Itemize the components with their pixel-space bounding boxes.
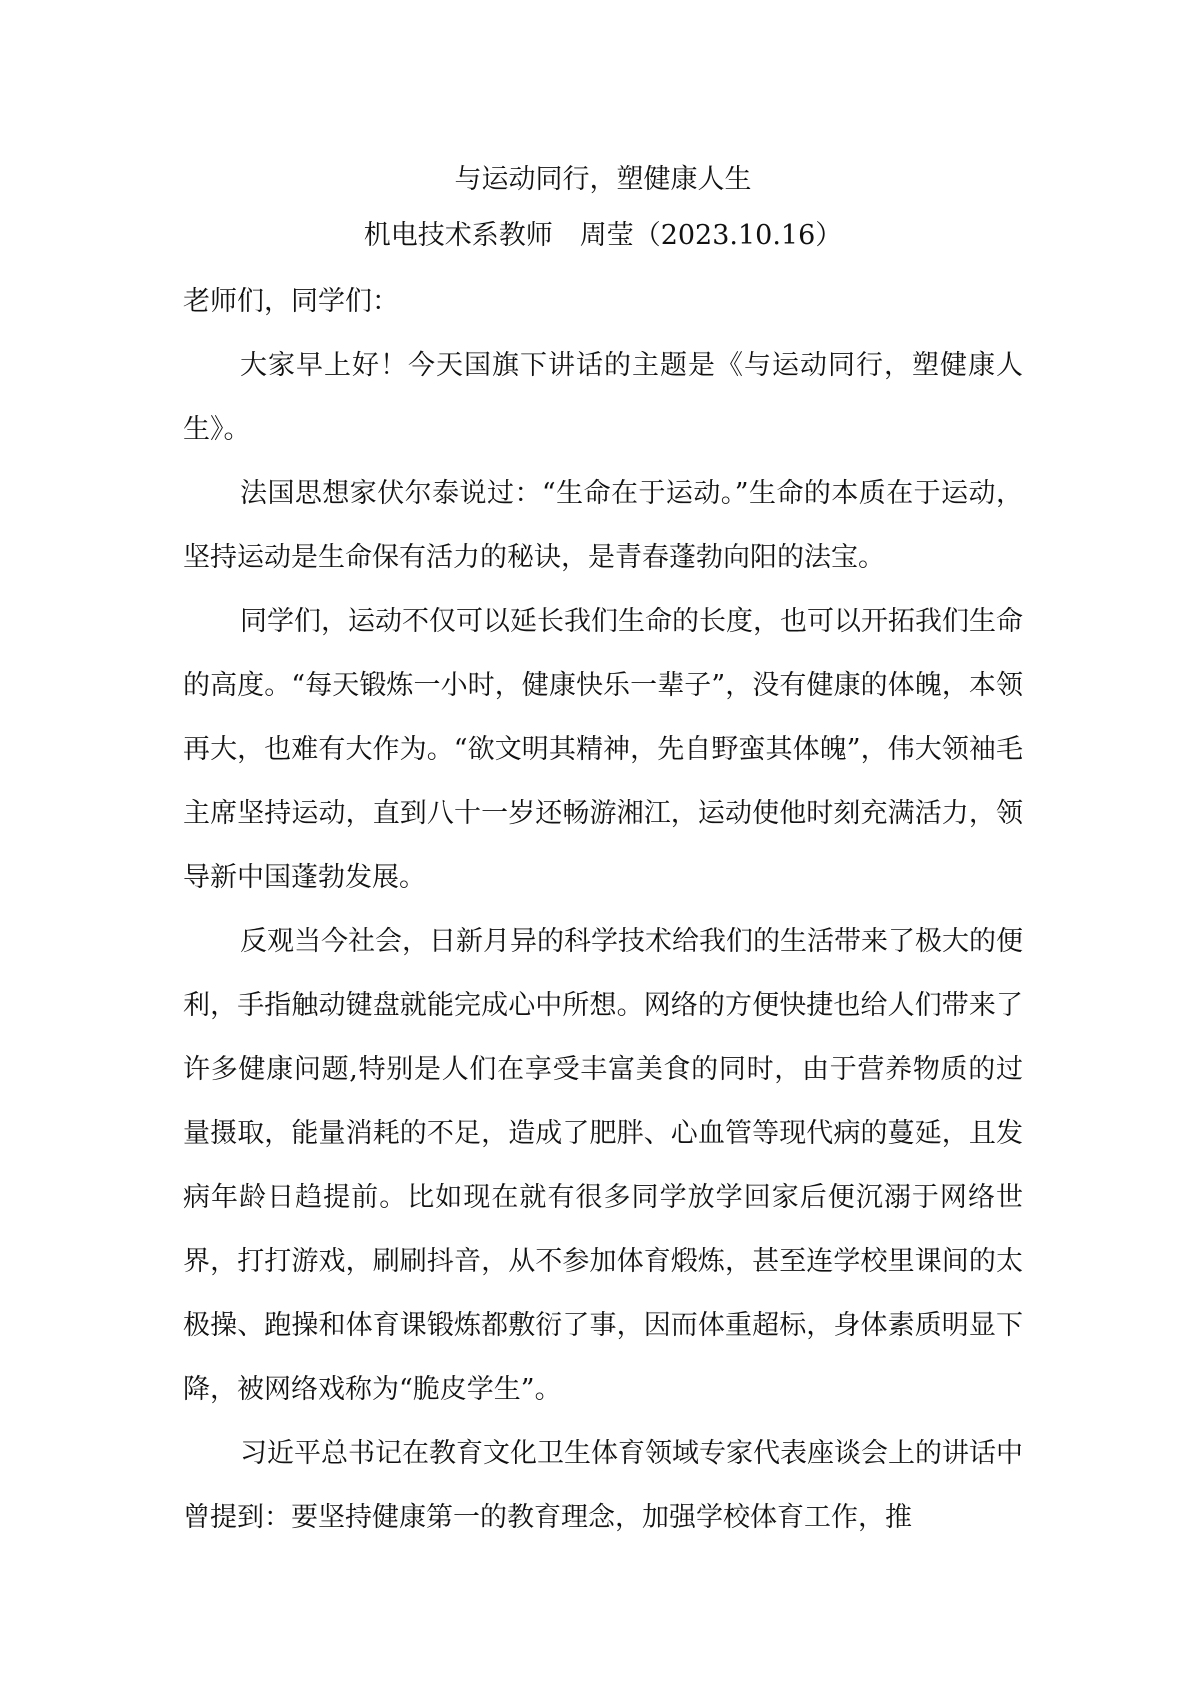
paragraph-xi-speech: 习近平总书记在教育文化卫生体育领域专家代表座谈会上的讲话中曾提到：要坚持健康第一的教育理念，加强学校体育工作，推 bbox=[183, 1438, 1023, 1533]
paragraph-modern-society: 反观当今社会，日新月异的科学技术给我们的生活带来了极大的便利，手指触动键盘就能完成心中所想。网络的方便快捷也给人们带来了许多健康问题,特别是人们在享受丰富美食的同时，由于营养物质的过量摄取，能量消耗的不足，造成了肥胖、心血管等现代病的蔓延，且发病年龄日趋提前。比如现在就有很多同学放学回家后便沉溺于网络世界，打打游戏，刷刷抖音，从不参加体育煅炼，甚至连学校里课间的太极操、跑操和体育课锻炼都敷衍了事，因而体重超标，身体素质明显下降，被网络戏称为“脆皮学生”。 bbox=[183, 926, 1023, 1405]
document-body bbox=[183, 152, 1023, 1550]
author-byline: 机电技术系教师 周莹（2023.10.16） bbox=[363, 220, 843, 251]
paragraph-greeting: 大家早上好！今天国旗下讲话的主题是《与运动同行，塑健康人生》。 bbox=[183, 350, 1023, 445]
paragraph-exercise-benefits: 同学们，运动不仅可以延长我们生命的长度，也可以开拓我们生命的高度。“每天锻炼一小时，健康快乐一辈子”，没有健康的体魄，本领再大，也难有大作为。“欲文明其精神，先自野蛮其体魄”，伟大领袖毛主席坚持运动，直到八十一岁还畅游湘江，运动使他时刻充满活力，领导新中国蓬勃发展。 bbox=[183, 606, 1023, 893]
document-title: 与运动同行，塑健康人生 bbox=[454, 164, 752, 195]
paragraph-voltaire-quote: 法国思想家伏尔泰说过：“生命在于运动。”生命的本质在于运动，坚持运动是生命保有活力的秘诀，是青春蓬勃向阳的法宝。 bbox=[183, 478, 1023, 573]
salutation: 老师们，同学们： bbox=[183, 286, 399, 317]
